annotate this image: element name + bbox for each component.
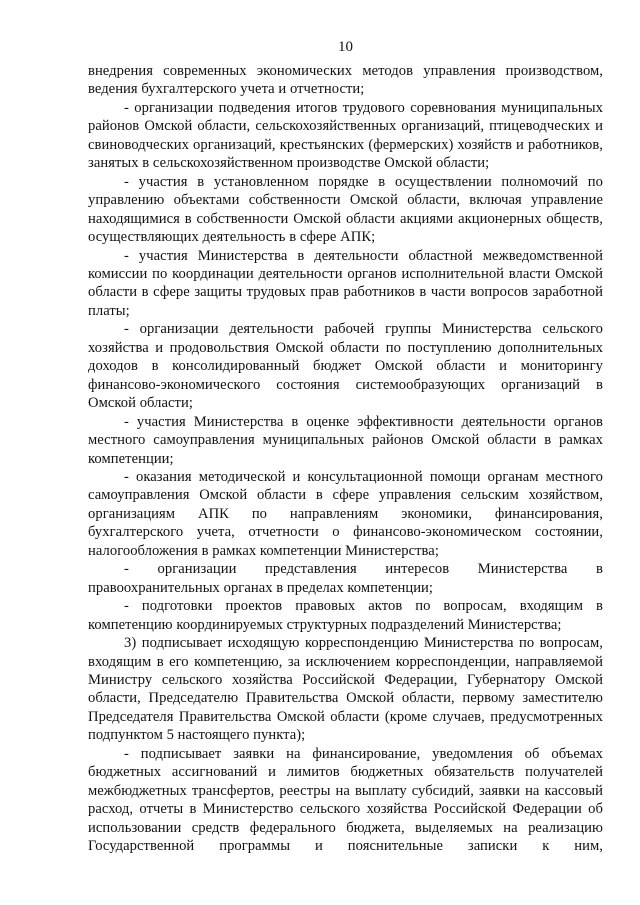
paragraph-financing-requests: - подписывает заявки на финансирование, уведомления об объемах бюджетных ассигнований и лимитов бюджетных обязательств получателей межбюджетных трансфертов, реестры на выплату субсидий, заявки на кассовый расход, отчеты в Министерство сельского хозяйства Российской Федерации об использовании средств федерального бюджета, выделяемых на реализацию Государственной программы и пояснительные записки к ним, bbox=[88, 745, 603, 855]
document-page bbox=[88, 38, 603, 855]
paragraph-competition: - организации подведения итогов трудового соревнования муниципальных районов Омской области, сельскохозяйственных организаций, птицеводческих и свиноводческих организаций, крестьянских (фермерских) хозяйств и работников, занятых в сельскохозяйственном производстве Омской области; bbox=[88, 99, 603, 172]
paragraph-evaluation: - участия Министерства в оценке эффективности деятельности органов местного самоуправления муниципальных районов Омской области в рамках компетенции; bbox=[88, 413, 603, 467]
paragraph-continuation: внедрения современных экономических методов управления производством, ведения бухгалтерского учета и отчетности; bbox=[88, 63, 603, 98]
paragraph-working-group: - организации деятельности рабочей группы Министерства сельского хозяйства и продовольствия Омской области по поступлению дополнительных доходов в консолидированный бюджет Омской области и мониторингу финансово-экономического состояния системообразующих организаций в Омской области; bbox=[88, 321, 603, 412]
paragraph-commission: - участия Министерства в деятельности областной межведомственной комиссии по координации деятельности органов исполнительной власти Омской области в сфере защиты трудовых прав работников в части вопросов заработной платы; bbox=[88, 247, 603, 319]
page-number: 10 bbox=[338, 39, 353, 55]
paragraph-representation: - организации представления интересов Министерства в правоохранительных органах в пределах компетенции; bbox=[88, 561, 603, 596]
paragraph-legal-acts: - подготовки проектов правовых актов по вопросам, входящим в компетенцию координируемых структурных подразделений Министерства; bbox=[88, 598, 603, 633]
paragraph-property: - участия в установленном порядке в осуществлении полномочий по управлению объектами собственности Омской области, включая управление находящимися в собственности Омской области акциями акционерных обществ, осуществляющих деятельность в сфере АПК; bbox=[88, 173, 603, 246]
paragraph-methodical-help: - оказания методической и консультационной помощи органам местного самоуправления Омской области в сфере управления сельским хозяйством, организациям АПК по направлениям экономики, финансирования, бухгалтерского учета, отчетности о финансово-экономическом состоянии, налогообложения в рамках компетенции Министерства; bbox=[88, 468, 603, 559]
paragraph-correspondence: 3) подписывает исходящую корреспонденцию Министерства по вопросам, входящим в его компетенцию, за исключением корреспонденции, направляемой Министру сельского хозяйства Российской Федерации, Губернатору Омской области, Председателю Правительства Омской области, первому заместителю Председателя Правительства Омской области (кроме случаев, предусмотренных подпунктом 5 настоящего пункта); bbox=[88, 635, 603, 744]
